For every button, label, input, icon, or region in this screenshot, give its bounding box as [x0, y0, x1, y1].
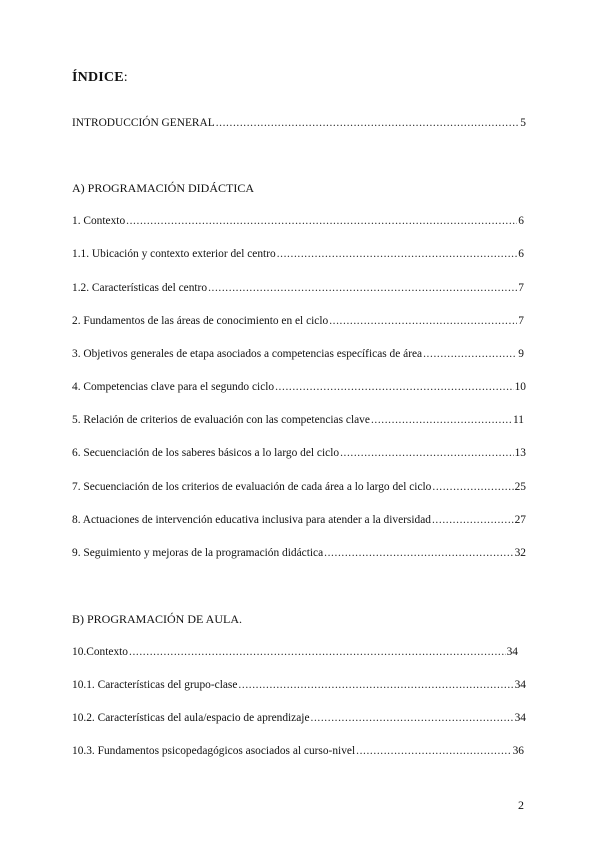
toc-entry-label: 1.2. Características del centro [72, 282, 208, 294]
toc-leader-dots [129, 646, 506, 658]
index-title-text: ÍNDICE [72, 70, 124, 85]
index-title-colon: : [123, 70, 128, 85]
page-number: 2 [518, 798, 524, 812]
toc-entry-page: 13 [514, 447, 526, 459]
toc-leader-dots [423, 348, 517, 360]
index-title [72, 70, 128, 86]
toc-entry-page: 25 [514, 481, 526, 493]
toc-entry-6[interactable] [72, 447, 526, 459]
toc-entry-label: 1.1. Ubicación y contexto exterior del centro [72, 248, 276, 260]
toc-leader-dots [356, 745, 511, 757]
toc-leader-dots [371, 414, 512, 426]
toc-entry-page: 5 [520, 117, 526, 129]
toc-entry-1-1[interactable] [72, 248, 524, 260]
toc-entry-page: 9 [518, 348, 524, 360]
toc-entry-page: 27 [514, 514, 526, 526]
toc-entry-1[interactable] [72, 215, 524, 227]
toc-leader-dots [324, 547, 513, 559]
toc-leader-dots [432, 514, 514, 526]
toc-entry-7[interactable] [72, 481, 526, 493]
toc-entry-page: 10 [514, 381, 526, 393]
toc-leader-dots [311, 712, 514, 724]
toc-entry-8[interactable] [72, 514, 526, 526]
toc-entry-10-3[interactable] [72, 745, 524, 757]
toc-entry-9[interactable] [72, 547, 526, 559]
toc-leader-dots [216, 117, 520, 129]
toc-leader-dots [275, 381, 514, 393]
toc-entry-10-1[interactable] [72, 679, 526, 691]
toc-entry-label: 4. Competencias clave para el segundo ciclo [72, 381, 275, 393]
toc-entry-label: 5. Relación de criterios de evaluación con las competencias clave [72, 414, 370, 426]
toc-entry-1-2[interactable] [72, 282, 524, 294]
toc-entry-label: 9. Seguimiento y mejoras de la programación didáctica [72, 547, 324, 559]
toc-entry-label: 10.2. Características del aula/espacio de aprendizaje [72, 712, 310, 724]
toc-entry-3[interactable] [72, 348, 524, 360]
toc-entry-page: 6 [518, 248, 524, 260]
toc-entry-label: 10.1. Características del grupo-clase [72, 679, 238, 691]
toc-entry-label: 7. Secuenciación de los criterios de evaluación de cada área a lo largo del ciclo [72, 481, 432, 493]
toc-leader-dots [238, 679, 513, 691]
toc-entry-introduccion[interactable] [72, 117, 526, 129]
toc-entry-label: 10.Contexto [72, 646, 129, 658]
toc-entry-page: 34 [514, 679, 526, 691]
toc-entry-page: 11 [513, 414, 524, 426]
toc-entry-label: 6. Secuenciación de los saberes básicos a lo largo del ciclo [72, 447, 340, 459]
toc-entry-4[interactable] [72, 381, 526, 393]
toc-entry-label: 8. Actuaciones de intervención educativa inclusiva para atender a la diversidad [72, 514, 431, 526]
toc-entry-label: INTRODUCCIÓN GENERAL [72, 117, 215, 129]
toc-leader-dots [277, 248, 518, 260]
toc-leader-dots [329, 315, 517, 327]
toc-entry-10[interactable] [72, 646, 518, 658]
toc-entry-page: 7 [518, 315, 524, 327]
toc-leader-dots [126, 215, 517, 227]
toc-entry-10-2[interactable] [72, 712, 526, 724]
toc-entry-5[interactable] [72, 414, 524, 426]
toc-entry-2[interactable] [72, 315, 524, 327]
toc-entry-label: 2. Fundamentos de las áreas de conocimiento en el ciclo [72, 315, 329, 327]
toc-entry-label: 10.3. Fundamentos psicopedagógicos asociados al curso-nivel [72, 745, 356, 757]
toc-entry-page: 36 [512, 745, 524, 757]
toc-entry-page: 34 [514, 712, 526, 724]
section-b-heading: B) PROGRAMACIÓN DE AULA. [72, 612, 243, 626]
toc-entry-page: 32 [514, 547, 526, 559]
toc-entry-label: 1. Contexto [72, 215, 126, 227]
toc-leader-dots [340, 447, 514, 459]
toc-entry-page: 6 [518, 215, 524, 227]
toc-entry-page: 34 [506, 646, 518, 658]
toc-leader-dots [208, 282, 517, 294]
toc-entry-label: 3. Objetivos generales de etapa asociados a competencias específicas de área [72, 348, 423, 360]
toc-entry-page: 7 [518, 282, 524, 294]
toc-leader-dots [432, 481, 513, 493]
section-a-heading: A) PROGRAMACIÓN DIDÁCTICA [72, 181, 255, 195]
